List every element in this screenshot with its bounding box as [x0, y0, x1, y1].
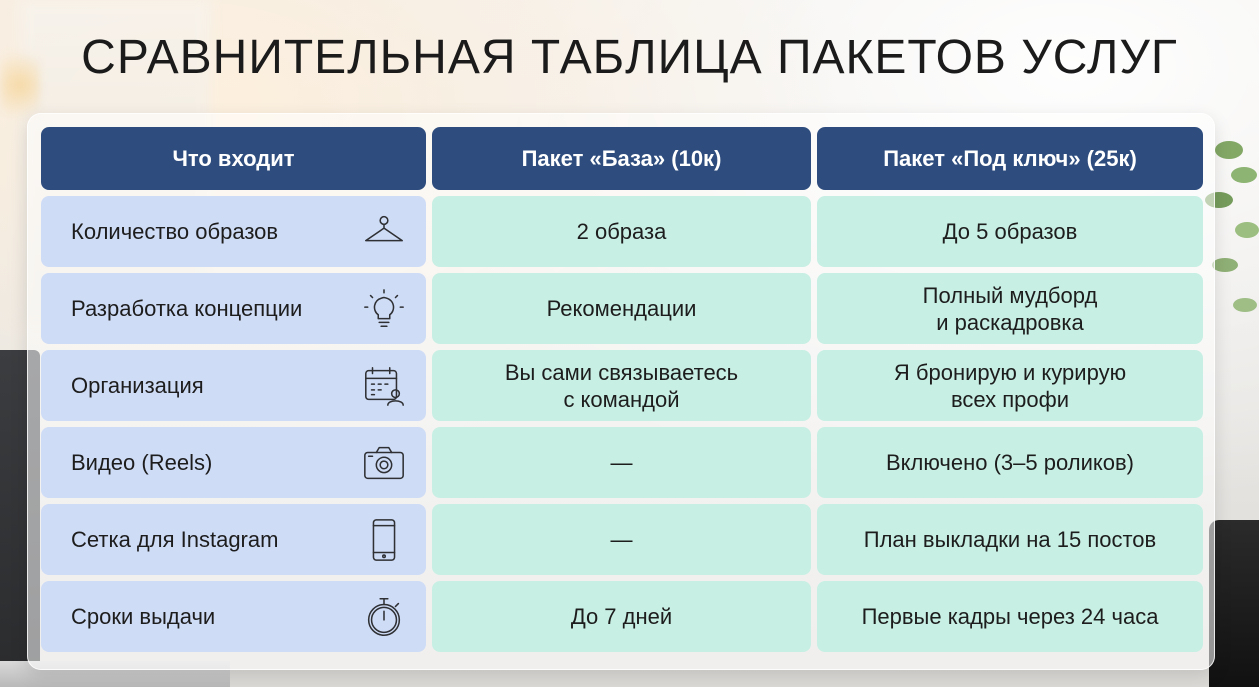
feature-cell — [41, 350, 426, 421]
full-value-cell: Полный мудборд и раскадровка — [817, 273, 1203, 344]
full-value-cell: План выкладки на 15 постов — [817, 504, 1203, 575]
calendar-person-icon — [360, 362, 408, 410]
hanger-icon — [360, 208, 408, 256]
feature-cell — [41, 504, 426, 575]
base-value-cell: Вы сами связываетесь с командой — [432, 350, 811, 421]
page-title: СРАВНИТЕЛЬНАЯ ТАБЛИЦА ПАКЕТОВ УСЛУГ — [81, 31, 1178, 84]
smartphone-icon — [360, 516, 408, 564]
lightbulb-icon — [360, 285, 408, 333]
base-value-cell: — — [432, 427, 811, 498]
base-value-cell: До 7 дней — [432, 581, 811, 652]
header-features: Что входит — [41, 127, 426, 190]
feature-cell — [41, 581, 426, 652]
full-value-cell: Первые кадры через 24 часа — [817, 581, 1203, 652]
feature-label: Количество образов — [71, 218, 279, 244]
full-value-cell: До 5 образов — [817, 196, 1203, 267]
feature-label: Видео (Reels) — [71, 449, 213, 475]
comparison-table — [41, 127, 1203, 652]
full-value-cell: Включено (3–5 роликов) — [817, 427, 1203, 498]
feature-cell — [41, 273, 426, 344]
feature-label: Организация — [71, 372, 204, 398]
feature-label: Разработка концепции — [71, 295, 303, 321]
feature-cell — [41, 427, 426, 498]
comparison-table-card — [27, 113, 1215, 670]
camera-icon — [360, 439, 408, 487]
full-value-cell: Я бронирую и курирую всех профи — [817, 350, 1203, 421]
base-value-cell: 2 образа — [432, 196, 811, 267]
base-value-cell: — — [432, 504, 811, 575]
stopwatch-icon — [360, 593, 408, 641]
feature-label: Сроки выдачи — [71, 603, 216, 629]
feature-cell — [41, 196, 426, 267]
base-value-cell: Рекомендации — [432, 273, 811, 344]
feature-label: Сетка для Instagram — [71, 526, 279, 552]
header-base-package: Пакет «База» (10к) — [432, 127, 811, 190]
header-full-package: Пакет «Под ключ» (25к) — [817, 127, 1203, 190]
background-camera — [1209, 520, 1259, 687]
